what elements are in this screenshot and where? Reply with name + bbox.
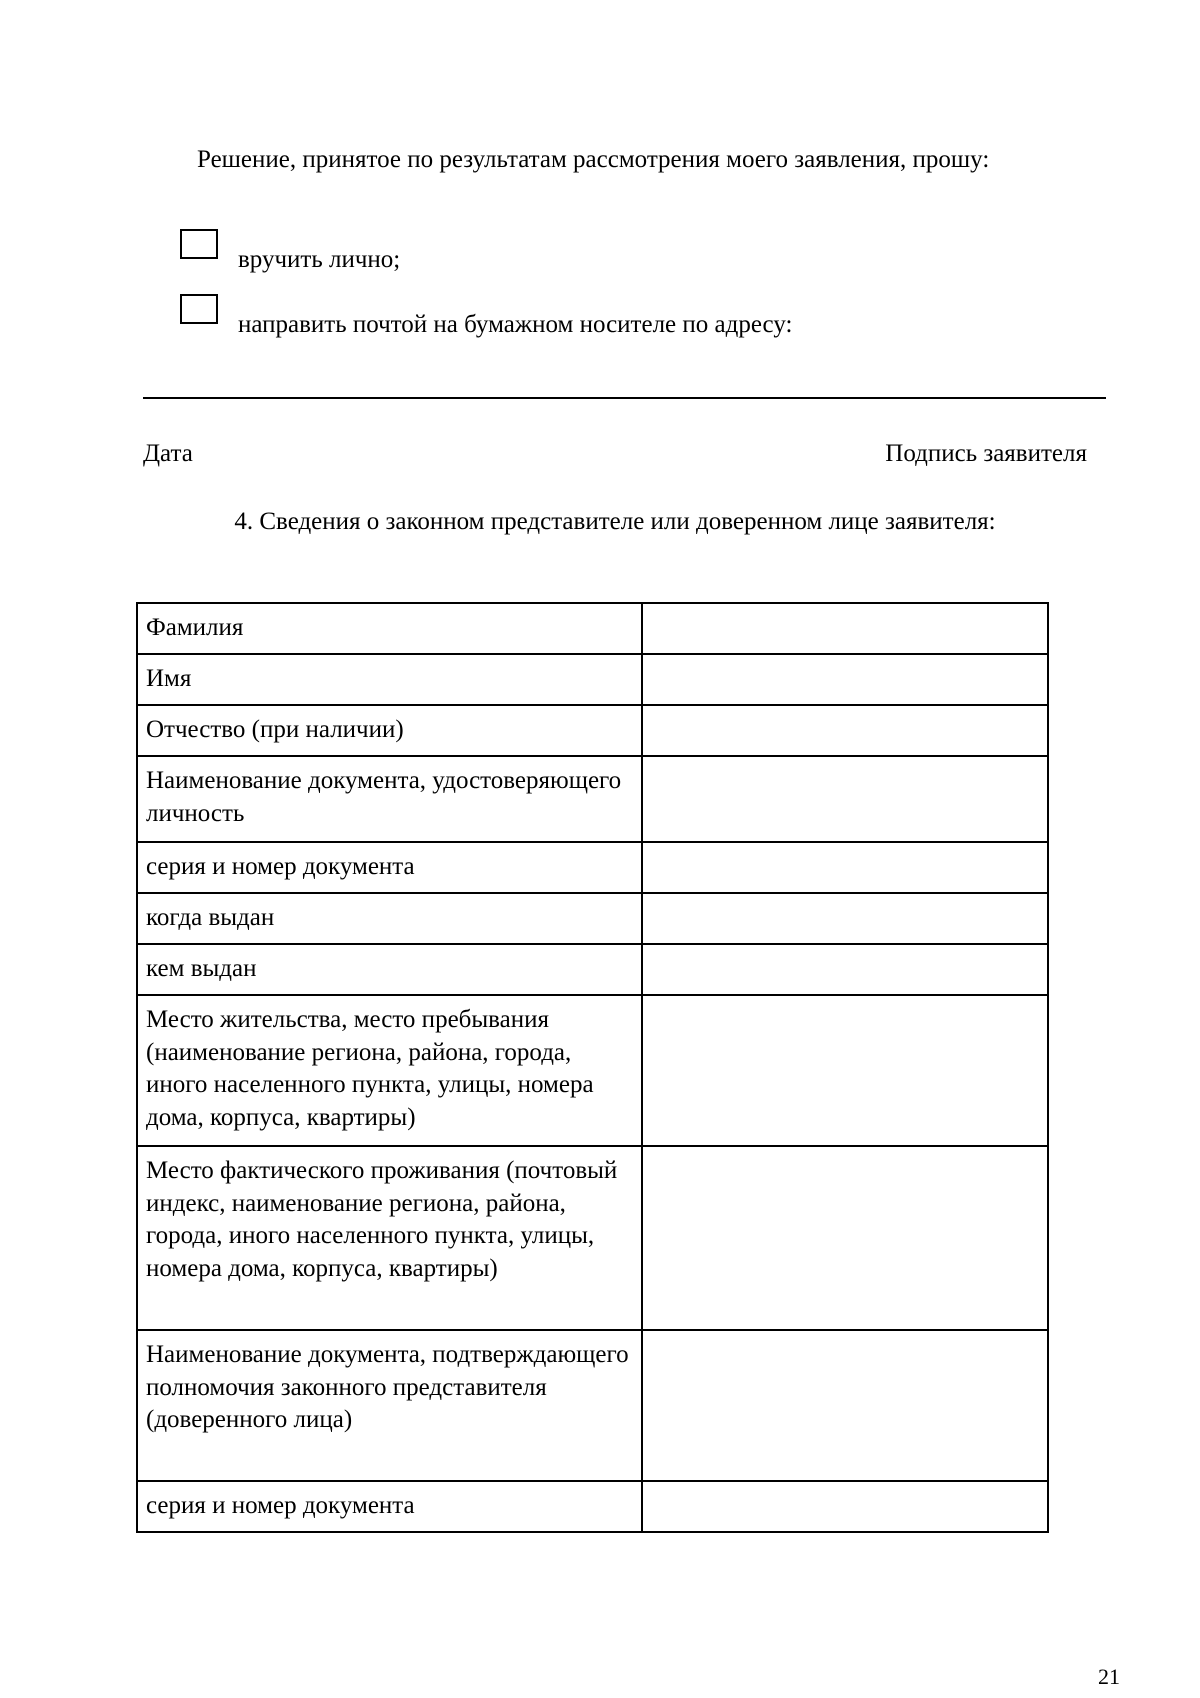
table-row: [137, 603, 1048, 654]
row-value-id-document[interactable]: [642, 756, 1048, 842]
row-label-name: Имя: [137, 654, 642, 705]
table-row: [137, 705, 1048, 756]
checkbox-deliver-in-person[interactable]: [180, 229, 218, 259]
row-label-registration-address: Место жительства, место пребывания (наименование региона, района, города, иного населенного пункта, улицы, номера дома, корпуса, квартиры): [137, 995, 642, 1146]
row-value-authority-series-number[interactable]: [642, 1481, 1048, 1532]
table-row: [137, 893, 1048, 944]
checkbox-send-by-mail[interactable]: [180, 294, 218, 324]
row-value-surname[interactable]: [642, 603, 1048, 654]
row-value-name[interactable]: [642, 654, 1048, 705]
row-label-authority-series-number: серия и номер документа: [137, 1481, 642, 1532]
row-value-issue-date[interactable]: [642, 893, 1048, 944]
table-row: [137, 1481, 1048, 1532]
option-label-by-mail: направить почтой на бумажном носителе по адресу:: [238, 311, 793, 338]
row-value-issued-by[interactable]: [642, 944, 1048, 995]
row-value-patronymic[interactable]: [642, 705, 1048, 756]
address-entry-line[interactable]: [143, 397, 1106, 399]
date-label: Дата: [143, 440, 193, 467]
section-title: 4. Сведения о законном представителе или доверенном лице заявителя:: [234, 508, 996, 535]
table-row: [137, 944, 1048, 995]
table-row: [137, 995, 1048, 1146]
row-value-authority-document[interactable]: [642, 1330, 1048, 1481]
table-row: [137, 1146, 1048, 1330]
row-label-surname: Фамилия: [137, 603, 642, 654]
page-number: 21: [1098, 1664, 1120, 1689]
row-value-doc-series-number[interactable]: [642, 842, 1048, 893]
row-label-id-document: Наименование документа, удостоверяющего личность: [137, 756, 642, 842]
row-label-authority-document: Наименование документа, подтверждающего полномочия законного представителя (доверенного лица): [137, 1330, 642, 1481]
intro-text: Решение, принятое по результатам рассмотрения моего заявления, прошу:: [197, 146, 990, 173]
row-label-actual-address: Место фактического проживания (почтовый индекс, наименование региона, района, города, иного населенного пункта, улицы, номера дома, корпуса, квартиры): [137, 1146, 642, 1330]
row-value-actual-address[interactable]: [642, 1146, 1048, 1330]
row-label-doc-series-number: серия и номер документа: [137, 842, 642, 893]
table-row: [137, 842, 1048, 893]
row-label-issue-date: когда выдан: [137, 893, 642, 944]
row-label-patronymic: Отчество (при наличии): [137, 705, 642, 756]
row-label-issued-by: кем выдан: [137, 944, 642, 995]
representative-info-table: [136, 602, 1049, 1533]
signature-label: Подпись заявителя: [885, 440, 1087, 467]
row-value-registration-address[interactable]: [642, 995, 1048, 1146]
table-row: [137, 756, 1048, 842]
table-row: [137, 1330, 1048, 1481]
table-row: [137, 654, 1048, 705]
option-label-in-person: вручить лично;: [238, 246, 401, 273]
